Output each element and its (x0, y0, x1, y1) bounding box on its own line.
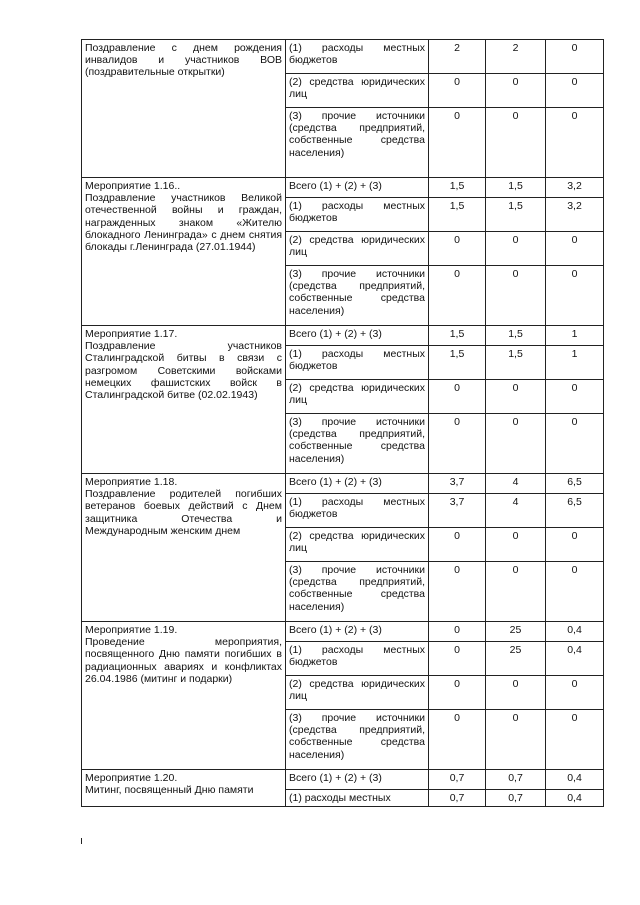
amount-cell: 25 (486, 642, 546, 676)
funding-source-cell: Всего (1) + (2) + (3) (286, 178, 429, 198)
funding-source-cell: Всего (1) + (2) + (3) (286, 770, 429, 790)
funding-source-cell: (2) средства юридических лиц (286, 528, 429, 562)
amount-cell: 1,5 (429, 178, 486, 198)
amount-cell: 0 (429, 232, 486, 266)
amount-cell: 2 (429, 40, 486, 74)
amount-cell: 0 (546, 380, 604, 414)
funding-source-cell: (2) средства юридических лиц (286, 232, 429, 266)
table-row (82, 40, 604, 74)
amount-cell: 0 (429, 414, 486, 474)
activity-cell (82, 326, 286, 474)
amount-cell: 0 (429, 562, 486, 622)
amount-cell: 6,5 (546, 494, 604, 528)
amount-cell: 0 (546, 562, 604, 622)
amount-cell: 4 (486, 494, 546, 528)
activity-cell (82, 474, 286, 622)
amount-cell: 1,5 (429, 198, 486, 232)
amount-cell: 0 (546, 710, 604, 770)
amount-cell: 0 (546, 108, 604, 178)
funding-source-cell: (1) расходы местных бюджетов (286, 346, 429, 380)
amount-cell: 0 (486, 380, 546, 414)
activity-description: Поздравление родителей погибших ветеранов боевых действий с Днем защитника Отечества и Международным женским днем (85, 488, 282, 537)
amount-cell: 3,2 (546, 178, 604, 198)
amount-cell: 0 (486, 108, 546, 178)
funding-table (81, 39, 604, 807)
funding-source-cell: (3) прочие источники (средства предприятий, собственные средства населения) (286, 562, 429, 622)
activity-title: Мероприятие 1.16.. (85, 180, 181, 192)
amount-cell: 0 (546, 528, 604, 562)
amount-cell: 1 (546, 346, 604, 380)
funding-source-cell: (1) расходы местных (286, 790, 429, 807)
funding-source-cell: (3) прочие источники (средства предприятий, собственные средства населения) (286, 710, 429, 770)
amount-cell: 0 (486, 676, 546, 710)
funding-source-cell: (3) прочие источники (средства предприятий, собственные средства населения) (286, 266, 429, 326)
amount-cell: 0 (429, 676, 486, 710)
amount-cell: 0 (486, 74, 546, 108)
funding-source-cell: (2) средства юридических лиц (286, 380, 429, 414)
table-row (82, 622, 604, 642)
amount-cell: 1,5 (486, 346, 546, 380)
amount-cell: 0 (429, 622, 486, 642)
amount-cell: 1 (546, 326, 604, 346)
funding-source-cell: (1) расходы местных бюджетов (286, 198, 429, 232)
activity-description: Митинг, посвященный Дню памяти (85, 784, 254, 797)
amount-cell: 3,2 (546, 198, 604, 232)
amount-cell: 0 (546, 40, 604, 74)
amount-cell: 0,4 (546, 790, 604, 807)
table-row (82, 178, 604, 198)
amount-cell: 25 (486, 622, 546, 642)
funding-source-cell: (1) расходы местных бюджетов (286, 494, 429, 528)
activity-title: Мероприятие 1.18. (85, 476, 178, 488)
amount-cell: 0 (546, 414, 604, 474)
funding-source-cell: Всего (1) + (2) + (3) (286, 326, 429, 346)
amount-cell: 0 (429, 108, 486, 178)
funding-source-cell: (2) средства юридических лиц (286, 74, 429, 108)
amount-cell: 6,5 (546, 474, 604, 494)
activity-description: Поздравление участников Сталинградской битвы в связи с разгромом Советскими войсками немецких фашистских войск в Сталинградской битве (02.02.1943) (85, 340, 282, 402)
activity-description: Проведение мероприятия, посвященного Дню памяти погибших в радиационных авариях и конфликтах 26.04.1986 (митинг и подарки) (85, 636, 282, 685)
amount-cell: 0,7 (486, 790, 546, 807)
table-row (82, 770, 604, 790)
activity-title: Мероприятие 1.17. (85, 328, 178, 340)
funding-source-cell: (1) расходы местных бюджетов (286, 642, 429, 676)
amount-cell: 0 (486, 266, 546, 326)
activity-title: Мероприятие 1.20. (85, 772, 178, 784)
funding-source-cell: (3) прочие источники (средства предприятий, собственные средства населения) (286, 414, 429, 474)
amount-cell: 0 (486, 414, 546, 474)
amount-cell: 0,4 (546, 642, 604, 676)
amount-cell: 0 (486, 232, 546, 266)
funding-source-cell: Всего (1) + (2) + (3) (286, 622, 429, 642)
amount-cell: 2 (486, 40, 546, 74)
funding-table-body (82, 40, 604, 807)
amount-cell: 0,7 (429, 790, 486, 807)
amount-cell: 0 (429, 380, 486, 414)
table-continuation-line (81, 838, 82, 844)
amount-cell: 0,7 (429, 770, 486, 790)
amount-cell: 1,5 (429, 346, 486, 380)
activity-title: Мероприятие 1.19. (85, 624, 178, 636)
amount-cell: 4 (486, 474, 546, 494)
activity-description: Поздравление с днем рождения инвалидов и участников ВОВ (поздравительные открытки) (85, 42, 282, 79)
funding-source-cell: (2) средства юридических лиц (286, 676, 429, 710)
amount-cell: 0 (486, 562, 546, 622)
amount-cell: 0 (486, 710, 546, 770)
amount-cell: 0 (429, 528, 486, 562)
funding-source-cell: Всего (1) + (2) + (3) (286, 474, 429, 494)
amount-cell: 0,7 (486, 770, 546, 790)
amount-cell: 0 (429, 266, 486, 326)
amount-cell: 1,5 (486, 198, 546, 232)
amount-cell: 0 (429, 642, 486, 676)
activity-cell (82, 40, 286, 178)
amount-cell: 0 (486, 528, 546, 562)
amount-cell: 3,7 (429, 494, 486, 528)
amount-cell: 1,5 (429, 326, 486, 346)
table-row (82, 474, 604, 494)
amount-cell: 0 (546, 266, 604, 326)
amount-cell: 0 (429, 710, 486, 770)
activity-cell (82, 770, 286, 807)
amount-cell: 1,5 (486, 178, 546, 198)
amount-cell: 0 (429, 74, 486, 108)
activity-cell (82, 622, 286, 770)
activity-cell (82, 178, 286, 326)
amount-cell: 3,7 (429, 474, 486, 494)
funding-source-cell: (3) прочие источники (средства предприятий, собственные средства населения) (286, 108, 429, 178)
funding-source-cell: (1) расходы местных бюджетов (286, 40, 429, 74)
amount-cell: 0,4 (546, 622, 604, 642)
amount-cell: 1,5 (486, 326, 546, 346)
amount-cell: 0 (546, 232, 604, 266)
table-row (82, 326, 604, 346)
amount-cell: 0,4 (546, 770, 604, 790)
amount-cell: 0 (546, 74, 604, 108)
amount-cell: 0 (546, 676, 604, 710)
activity-description: Поздравление участников Великой отечественной войны и граждан, награжденных знаком «Жителю блокадного Ленинграда» с днем снятия блокады г.Ленинграда (27.01.1944) (85, 192, 282, 254)
